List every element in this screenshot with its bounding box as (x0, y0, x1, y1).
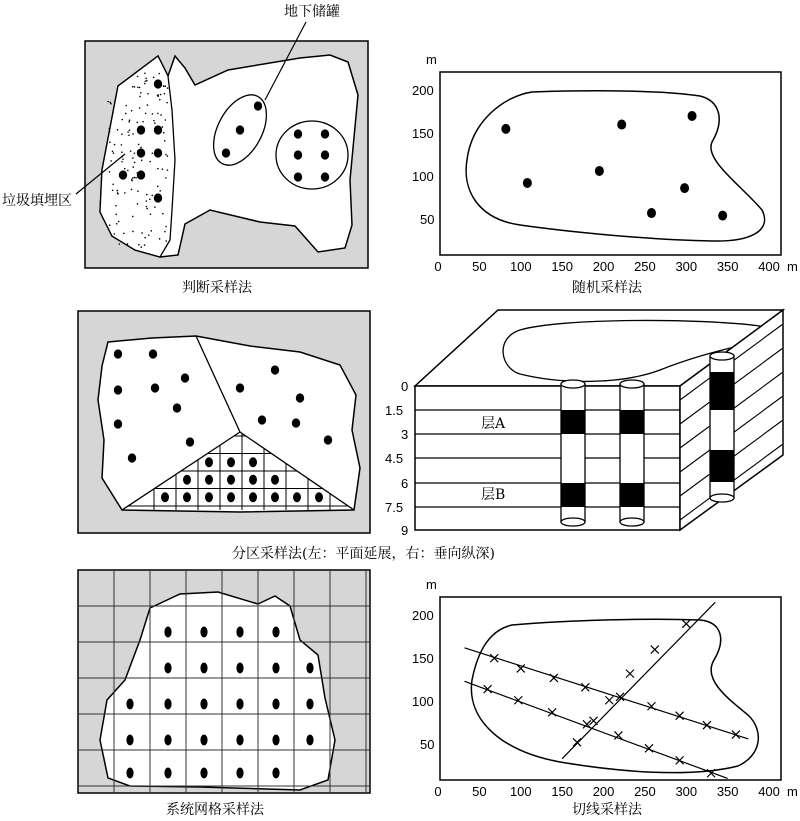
sample-point (154, 193, 162, 202)
y-tick-label: 100 (412, 694, 434, 710)
random-point (617, 120, 626, 130)
stipple-dot (162, 168, 164, 170)
stipple-dot (127, 243, 129, 245)
stipple-dot (128, 121, 130, 123)
layer-a-label: 层A (481, 416, 506, 432)
stipple-dot (162, 213, 164, 215)
stipple-dot (109, 131, 111, 133)
depth-tick-label: 3 (401, 427, 409, 442)
stipple-dot (121, 161, 123, 163)
stipple-dot (164, 231, 166, 233)
x-tick-label: 50 (472, 259, 487, 274)
zone-point (173, 403, 181, 412)
grid-panel (78, 570, 370, 818)
stipple-dot (165, 177, 167, 179)
x-tick-label: 350 (716, 784, 739, 799)
sample-point (294, 172, 302, 181)
stipple-dot (115, 205, 117, 207)
transect-caption: 切线采样法 (572, 802, 642, 818)
stipple-dot (140, 246, 142, 248)
zone-grid-point (227, 475, 235, 485)
stipple-dot (137, 190, 139, 192)
stipple-dot (134, 177, 136, 179)
zone-grid-point (205, 475, 213, 485)
stipple-dot (139, 96, 141, 98)
stipple-dot (112, 190, 114, 192)
grid-point (272, 699, 279, 710)
stipple-dot (164, 140, 166, 142)
stipple-dot (131, 110, 133, 112)
grid-point (272, 735, 279, 746)
x-tick-label: 300 (675, 259, 698, 274)
sample-point (154, 148, 162, 157)
stipple-dot (132, 177, 134, 179)
x-tick-label: 350 (716, 259, 739, 274)
sample-point (154, 125, 162, 134)
stipple-dot (147, 104, 149, 106)
depth-tick-label: 0 (401, 379, 409, 394)
depth-tick-label: 1.5 (385, 403, 404, 418)
stipple-dot (137, 76, 139, 78)
stipple-dot (110, 103, 112, 105)
stipple-dot (119, 243, 121, 245)
sample-point (137, 170, 145, 179)
zone-grid-point (249, 475, 257, 485)
stipple-dot (116, 223, 118, 225)
stipple-dot (132, 166, 134, 168)
stipple-dot (157, 168, 159, 170)
zonal-depth-block (385, 310, 783, 538)
stipple-dot (132, 133, 134, 135)
y-unit-label: m (426, 577, 437, 592)
core-bottom (561, 518, 585, 526)
zone-point (151, 383, 159, 392)
depth-tick-label: 9 (401, 523, 409, 538)
stipple-dot (146, 200, 148, 202)
core-sample-band (710, 372, 734, 410)
zone-point (258, 415, 266, 424)
x-tick-label: 0 (434, 784, 442, 799)
stipple-dot (157, 95, 159, 97)
x-tick-label: 0 (434, 259, 442, 274)
stipple-dot (121, 133, 123, 135)
grid-point (164, 627, 171, 638)
stipple-dot (117, 193, 119, 195)
x-unit-label: m (787, 259, 798, 274)
stipple-dot (130, 150, 132, 152)
zone-grid-point (161, 492, 169, 502)
stipple-dot (121, 144, 123, 146)
stipple-dot (132, 216, 134, 218)
stipple-dot (138, 144, 140, 146)
tank-ellipse-2 (276, 121, 348, 189)
core-top (710, 352, 734, 360)
stipple-dot (124, 192, 126, 194)
x-tick-label: 100 (509, 784, 532, 799)
random-point (680, 183, 689, 193)
stipple-dot (108, 128, 110, 130)
core-sample-band (561, 483, 585, 507)
zone-point (324, 435, 332, 444)
sample-point (119, 170, 127, 179)
random-panel (412, 52, 798, 296)
x-tick-label: 300 (675, 784, 698, 799)
grid-point (236, 627, 243, 638)
stipple-dot (144, 81, 146, 83)
stipple-dot (167, 155, 169, 157)
stipple-dot (123, 233, 125, 235)
stipple-dot (125, 113, 127, 115)
stipple-dot (112, 184, 114, 186)
stipple-dot (160, 94, 162, 96)
stipple-dot (146, 194, 148, 196)
x-unit-label: m (787, 784, 798, 799)
x-tick-label: 250 (634, 259, 656, 274)
grid-point (236, 768, 243, 779)
zone-point (296, 393, 304, 402)
stipple-dot (131, 189, 133, 191)
grid-point (236, 663, 243, 674)
stipple-dot (152, 152, 154, 154)
grid-point (200, 627, 207, 638)
judgment-caption: 判断采样法 (182, 280, 252, 296)
core-top (620, 380, 644, 388)
sample-point (254, 101, 262, 110)
grid-caption: 系统网格采样法 (166, 802, 264, 818)
stipple-dot (113, 233, 115, 235)
zone-grid-point (183, 492, 191, 502)
grid-point (272, 768, 279, 779)
depth-tick-label: 4.5 (385, 451, 404, 466)
x-tick-label: 250 (634, 784, 656, 799)
stipple-dot (127, 170, 129, 172)
stipple-dot (136, 122, 138, 124)
stipple-dot (121, 119, 123, 121)
zone-grid-point (183, 475, 191, 485)
zone-point (149, 349, 157, 358)
stipple-dot (134, 152, 136, 154)
random-caption: 随机采样法 (572, 280, 642, 296)
stipple-dot (128, 135, 130, 137)
zone-grid-point (271, 492, 279, 502)
stipple-dot (121, 151, 123, 153)
core-bottom (620, 518, 644, 526)
sample-point (137, 148, 145, 157)
stipple-dot (135, 177, 137, 179)
sample-point (321, 129, 329, 138)
stipple-dot (141, 159, 143, 161)
stipple-dot (149, 198, 151, 200)
stipple-dot (159, 99, 161, 101)
stipple-dot (132, 86, 134, 88)
zone-point (128, 453, 136, 462)
stipple-dot (132, 157, 134, 159)
grid-point (306, 735, 313, 746)
zone-grid-point (227, 492, 235, 502)
grid-point (200, 768, 207, 779)
stipple-dot (137, 203, 139, 205)
y-tick-label: 200 (412, 608, 434, 624)
stipple-dot (114, 144, 116, 146)
stipple-dot (142, 121, 144, 123)
stipple-dot (154, 122, 156, 124)
x-tick-label: 150 (551, 259, 574, 274)
stipple-dot (110, 160, 112, 162)
zone-point (114, 419, 122, 428)
stipple-dot (157, 186, 159, 188)
zone-grid-point (227, 457, 235, 467)
grid-point (272, 663, 279, 674)
grid-point (306, 663, 313, 674)
zone-grid-point (271, 475, 279, 485)
zone-grid-point (293, 492, 301, 502)
stipple-dot (117, 129, 119, 131)
y-unit-label: m (426, 52, 437, 67)
random-point (688, 111, 697, 121)
stipple-dot (140, 92, 142, 94)
stipple-dot (109, 171, 111, 173)
grid-point (306, 699, 313, 710)
grid-point (236, 699, 243, 710)
stipple-dot (160, 114, 162, 116)
x-tick-label: 200 (592, 784, 615, 799)
random-point (718, 211, 727, 221)
storage-tank-label: 地下储罐 (284, 4, 340, 20)
sample-point (236, 125, 244, 134)
zone-point (271, 365, 279, 374)
zone-grid-point (249, 457, 257, 467)
stipple-dot (165, 119, 167, 121)
stipple-dot (152, 113, 154, 115)
grid-point (126, 768, 133, 779)
zonal-site-outline (98, 336, 360, 512)
stipple-dot (154, 206, 156, 208)
zone-grid-point (249, 492, 257, 502)
stipple-dot (149, 161, 151, 163)
stipple-dot (162, 126, 164, 128)
stipple-dot (151, 195, 153, 197)
stipple-dot (139, 107, 141, 109)
stipple-dot (132, 231, 134, 233)
stipple-dot (163, 132, 165, 134)
stipple-dot (165, 86, 167, 88)
stipple-dot (148, 234, 150, 236)
zone-point (292, 418, 300, 427)
sample-point (294, 150, 302, 159)
grid-point (164, 663, 171, 674)
sample-point (294, 129, 302, 138)
grid-point (164, 699, 171, 710)
stipple-dot (144, 244, 146, 246)
zone-point (181, 373, 189, 382)
stipple-dot (144, 72, 146, 74)
zone-grid-point (315, 492, 323, 502)
y-tick-label: 50 (420, 737, 435, 753)
stipple-dot (134, 86, 136, 88)
stipple-dot (158, 73, 160, 75)
stipple-dot (129, 129, 131, 131)
stipple-dot (129, 119, 131, 121)
stipple-dot (134, 162, 136, 164)
y-tick-label: 200 (412, 83, 434, 99)
grid-point (164, 735, 171, 746)
zone-point (186, 437, 194, 446)
core-top (561, 380, 585, 388)
stipple-dot (118, 221, 120, 223)
stipple-dot (137, 87, 139, 89)
depth-ticks (385, 379, 408, 538)
stipple-dot (140, 147, 142, 149)
grid-point (200, 663, 207, 674)
stipple-dot (112, 150, 114, 152)
stipple-dot (159, 238, 161, 240)
grid-point (126, 735, 133, 746)
x-tick-label: 150 (551, 784, 574, 799)
stipple-dot (146, 208, 148, 210)
stipple-dot (109, 224, 111, 226)
stipple-dot (127, 131, 129, 133)
stipple-dot (107, 101, 109, 103)
x-tick-label: 50 (472, 784, 487, 799)
layer-b-label: 层B (481, 487, 506, 503)
stipple-dot (138, 244, 140, 246)
random-point (595, 166, 604, 176)
depth-tick-label: 7.5 (385, 500, 404, 515)
random-point (647, 208, 656, 218)
x-tick-label: 400 (758, 784, 780, 799)
stipple-dot (163, 85, 165, 87)
stipple-dot (122, 158, 124, 160)
random-point (501, 124, 510, 134)
sample-point (321, 172, 329, 181)
random-point (523, 178, 532, 188)
grid-point (200, 699, 207, 710)
stipple-dot (146, 206, 148, 208)
stipple-dot (109, 141, 111, 143)
y-tick-label: 50 (420, 212, 435, 228)
stipple-dot (145, 113, 147, 115)
core-sample-band (710, 450, 734, 482)
transect-panel (412, 577, 798, 818)
stipple-dot (165, 226, 167, 228)
stipple-dot (165, 154, 167, 156)
grid-point (126, 699, 133, 710)
stipple-dot (116, 190, 118, 192)
stipple-dot (144, 237, 146, 239)
stipple-dot (153, 77, 155, 79)
stipple-dot (164, 93, 166, 95)
stipple-dot (109, 102, 111, 104)
core-sample-band (561, 410, 585, 434)
x-tick-label: 400 (758, 259, 780, 274)
x-tick-label: 100 (509, 259, 532, 274)
grid-point (164, 768, 171, 779)
judgment-panel (2, 3, 368, 296)
stipple-dot (146, 80, 148, 82)
core-bottom (710, 494, 734, 502)
sample-point (154, 79, 162, 88)
stipple-dot (167, 87, 169, 89)
stipple-dot (141, 232, 143, 234)
stipple-dot (125, 105, 127, 107)
stipple-dot (145, 78, 147, 80)
stipple-dot (147, 93, 149, 95)
grid-point (272, 627, 279, 638)
stipple-dot (151, 230, 153, 232)
zone-point (114, 385, 122, 394)
x-tick-label: 200 (592, 259, 615, 274)
core-sample-band (620, 483, 644, 507)
y-tick-label: 150 (412, 651, 434, 667)
zonal-caption: 分区采样法(左：平面延展，右：垂向纵深) (232, 546, 495, 562)
y-tick-label: 150 (412, 126, 434, 142)
zone-grid-point (205, 492, 213, 502)
zone-point (236, 383, 244, 392)
sample-point (321, 150, 329, 159)
sample-point (137, 125, 145, 134)
stipple-dot (150, 213, 152, 215)
stipple-dot (153, 120, 155, 122)
stipple-dot (124, 168, 126, 170)
stipple-dot (159, 190, 161, 192)
grid-point (236, 735, 243, 746)
stipple-dot (165, 240, 167, 242)
stipple-dot (166, 102, 168, 104)
depth-tick-label: 6 (401, 476, 409, 491)
core-sample-band (620, 410, 644, 434)
stipple-dot (113, 152, 115, 154)
stipple-dot (139, 87, 141, 89)
zone-point (114, 349, 122, 358)
grid-point (200, 735, 207, 746)
stipple-dot (144, 83, 146, 85)
landfill-label: 垃圾填埋区 (2, 193, 72, 209)
stipple-dot (157, 113, 159, 115)
sample-point (222, 148, 230, 157)
stipple-dot (115, 213, 117, 215)
stipple-dot (167, 169, 169, 171)
stipple-dot (131, 179, 133, 181)
zone-grid-point (205, 457, 213, 467)
y-tick-label: 100 (412, 169, 434, 185)
